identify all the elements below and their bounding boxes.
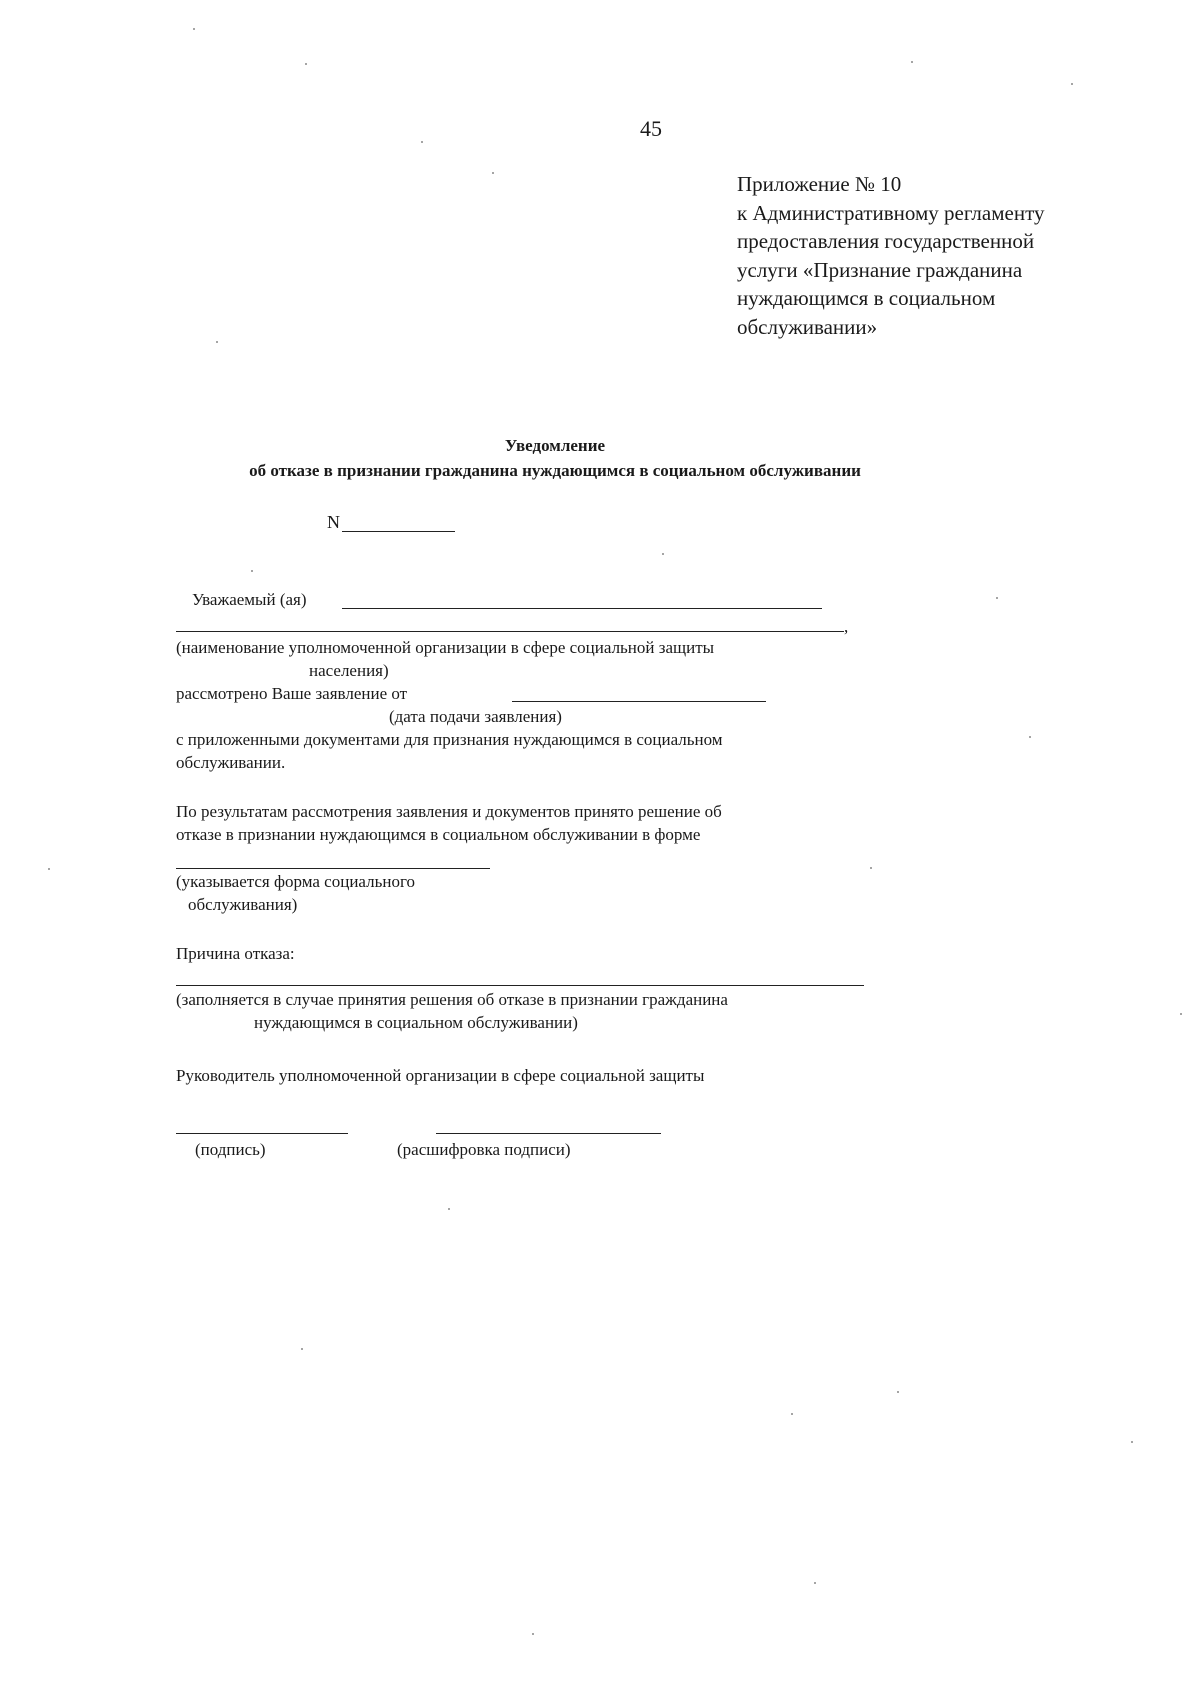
scan-speck bbox=[492, 172, 494, 174]
scan-speck bbox=[305, 63, 307, 65]
service-form-field-line[interactable] bbox=[176, 868, 490, 869]
addressee-field-line[interactable] bbox=[342, 608, 822, 609]
signature-decode-field-line[interactable] bbox=[436, 1133, 661, 1134]
service-form-caption: (указывается форма социального bbox=[176, 872, 416, 891]
scan-speck bbox=[1029, 736, 1031, 738]
appendix-line: предоставления государственной bbox=[737, 229, 1035, 253]
appendix-line: услуги «Признание гражданина bbox=[737, 257, 1023, 282]
appendix-line: Приложение № 10 bbox=[737, 172, 902, 196]
number-field-line[interactable] bbox=[342, 531, 455, 532]
service-form-caption-cont: обслуживания) bbox=[188, 895, 298, 914]
reviewed-text: рассмотрено Ваше заявление от bbox=[176, 684, 408, 703]
reason-caption: (заполняется в случае принятия решения об отказе в признании гражданина bbox=[176, 990, 728, 1009]
scan-speck bbox=[1180, 1013, 1182, 1015]
signature-caption: (подпись) bbox=[195, 1140, 266, 1159]
scan-speck bbox=[421, 141, 423, 143]
organization-caption-cont: населения) bbox=[309, 661, 389, 680]
appendix-line: к Административному регламенту bbox=[737, 200, 1045, 225]
signature-field-line[interactable] bbox=[176, 1133, 348, 1134]
scan-speck bbox=[791, 1413, 793, 1415]
scan-speck bbox=[193, 28, 195, 30]
reason-field-line[interactable] bbox=[176, 985, 864, 986]
organization-caption: (наименование уполномоченной организации в сфере социальной защиты bbox=[176, 638, 715, 657]
scan-speck bbox=[662, 553, 664, 555]
scan-speck bbox=[911, 61, 913, 63]
appendix-block bbox=[737, 170, 1044, 341]
result-text: По результатам рассмотрения заявления и документов принято решение об bbox=[176, 802, 722, 821]
scan-speck bbox=[1071, 83, 1073, 85]
comma: , bbox=[844, 617, 849, 636]
page-number: 45 bbox=[640, 116, 662, 141]
reason-caption-cont: нуждающимся в социальном обслуживании) bbox=[254, 1013, 578, 1032]
organization-field-line[interactable] bbox=[176, 631, 844, 632]
documents-text-cont: обслуживании. bbox=[176, 753, 286, 772]
date-caption: (дата подачи заявления) bbox=[389, 707, 562, 726]
scan-speck bbox=[251, 570, 253, 572]
appendix-line: нуждающимся в социальном bbox=[737, 286, 996, 310]
document-subtitle: об отказе в признании гражданина нуждающимся в социальном обслуживании bbox=[249, 461, 861, 480]
scan-speck bbox=[814, 1582, 816, 1584]
application-date-field-line[interactable] bbox=[512, 701, 766, 702]
scan-speck bbox=[48, 868, 50, 870]
scan-speck bbox=[301, 1348, 303, 1350]
scan-speck bbox=[216, 341, 218, 343]
salutation-label: Уважаемый (ая) bbox=[192, 590, 307, 609]
scan-speck bbox=[448, 1208, 450, 1210]
number-label: N bbox=[327, 512, 340, 532]
scan-speck bbox=[532, 1633, 534, 1635]
scan-speck bbox=[897, 1391, 899, 1393]
scan-speck bbox=[996, 597, 998, 599]
document-title: Уведомление bbox=[504, 436, 606, 455]
reason-label: Причина отказа: bbox=[176, 944, 295, 963]
documents-text: с приложенными документами для признания нуждающимся в социальном bbox=[176, 730, 723, 749]
scan-speck bbox=[870, 867, 872, 869]
signature-decode-caption: (расшифровка подписи) bbox=[397, 1140, 571, 1159]
result-text-cont: отказе в признании нуждающимся в социальном обслуживании в форме bbox=[176, 825, 701, 844]
scan-speck bbox=[1131, 1441, 1133, 1443]
head-text: Руководитель уполномоченной организации в сфере социальной защиты bbox=[176, 1066, 705, 1085]
appendix-line: обслуживании» bbox=[737, 314, 878, 339]
